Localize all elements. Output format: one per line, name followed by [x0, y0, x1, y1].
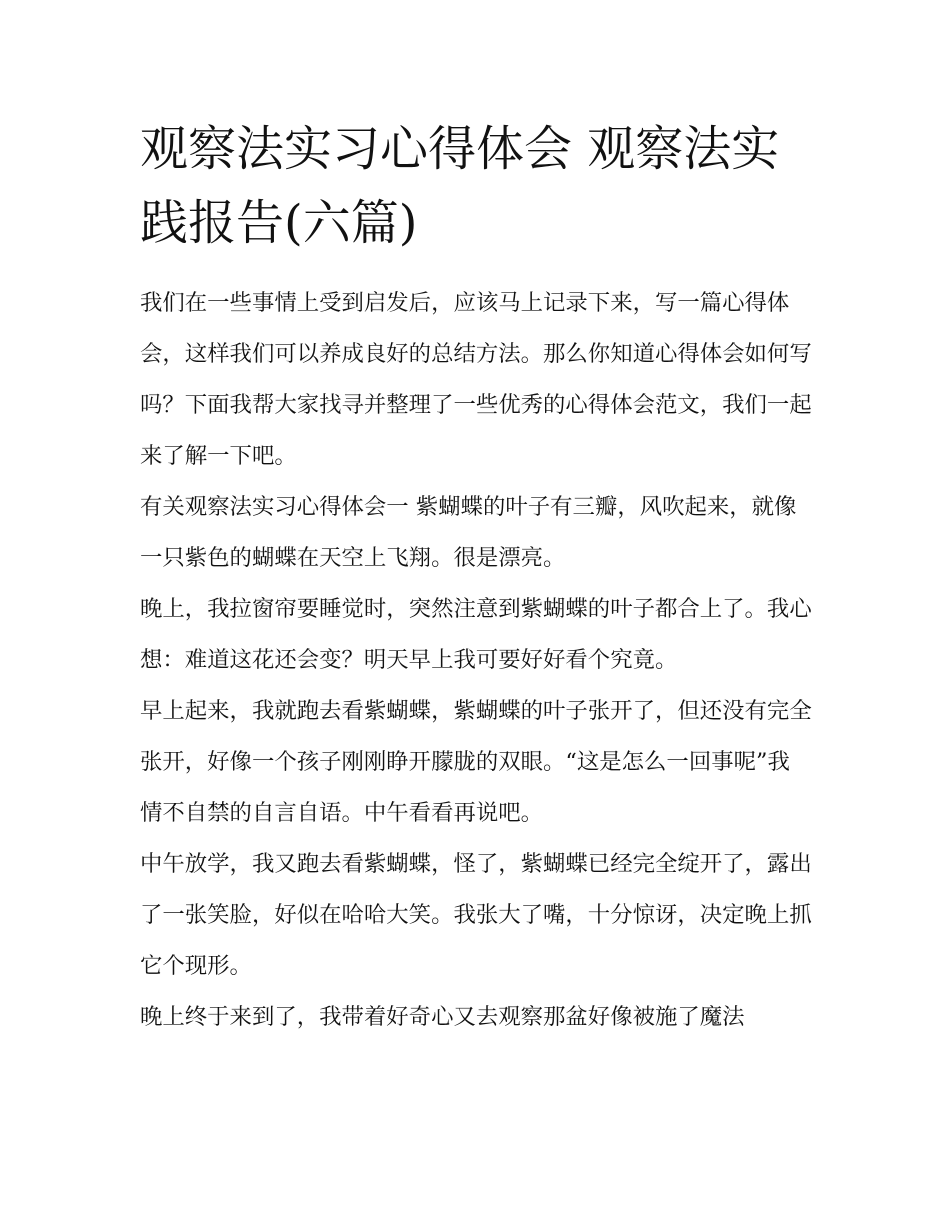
paragraph-1: 我们在一些事情上受到启发后，应该马上记录下来，写一篇心得体会，这样我们可以养成良好的总结方法。那么你知道心得体会如何写吗？下面我帮大家找寻并整理了一些优秀的心得体会范文，我们一起来了解一下吧。 — [140, 290, 812, 469]
paragraph-2: 有关观察法实习心得体会一 紫蝴蝶的叶子有三瓣，风吹起来，就像一只紫色的蝴蝶在天空上飞翔。很是漂亮。 — [140, 494, 797, 571]
document-body — [140, 278, 812, 1043]
paragraph-4: 早上起来，我就跑去看紫蝴蝶，紫蝴蝶的叶子张开了，但还没有完全张开，好像一个孩子刚刚睁开朦胧的双眼。“这是怎么一回事呢”我情不自禁的自言自语。中午看看再说吧。 — [140, 698, 812, 826]
document-title: 观察法实习心得体会 观察法实践报告(六篇) — [140, 121, 780, 251]
paragraph-3: 晚上，我拉窗帘要睡觉时，突然注意到紫蝴蝶的叶子都合上了。我心想：难道这花还会变？明天早上我可要好好看个究竟。 — [140, 596, 812, 673]
paragraph-6: 晚上终于来到了，我带着好奇心又去观察那盆好像被施了魔法 — [140, 1004, 745, 1030]
document-page — [140, 112, 812, 1043]
paragraph-5: 中午放学，我又跑去看紫蝴蝶，怪了，紫蝴蝶已经完全绽开了，露出了一张笑脸，好似在哈哈大笑。我张大了嘴，十分惊讶，决定晚上抓它个现形。 — [140, 851, 812, 979]
